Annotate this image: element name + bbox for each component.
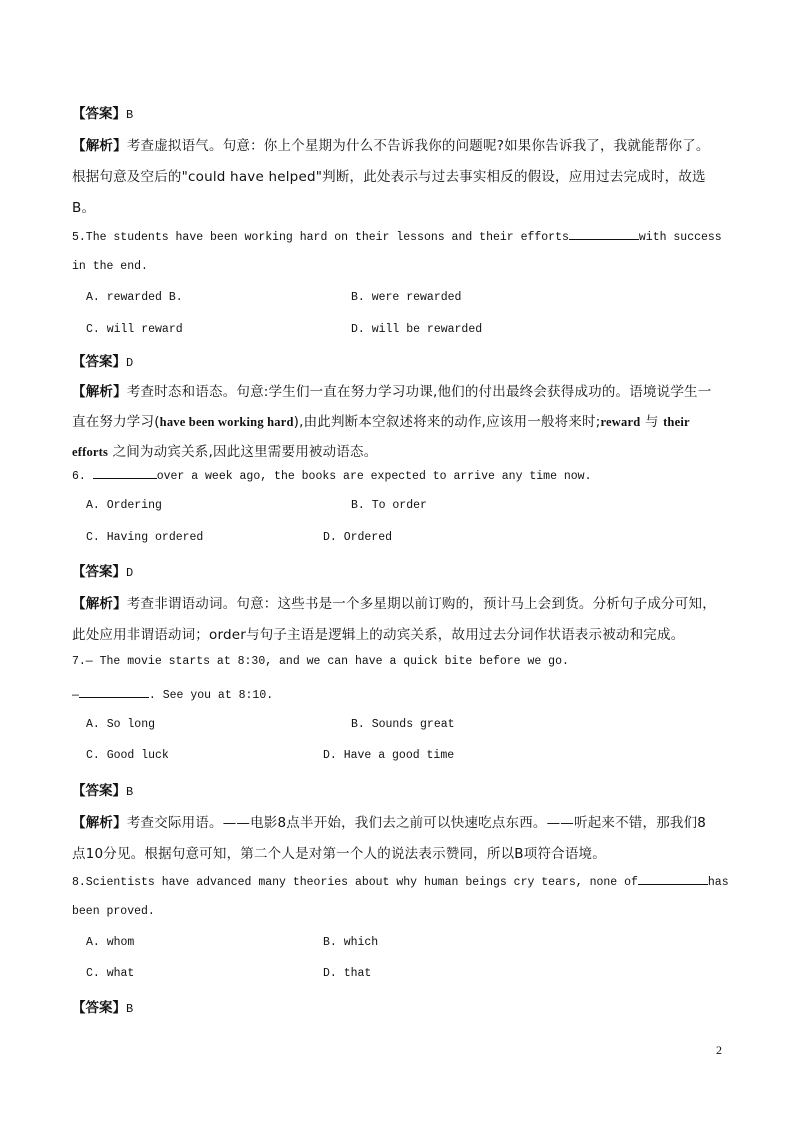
question-7-stem [72,687,273,702]
answer-blank [79,687,149,698]
question-text: with success [638,231,722,244]
explanation-text: 根据句意及空后的"could have helped"判断，此处表示与过去事实相反的假设，应用过去完成时，故选 [72,169,706,185]
question-8-stem [72,874,729,889]
question-5-stem [72,260,148,273]
explanation-text: 考查时态和语态。句意:学生们一直在努力学习功课,他们的付出最终会获得成功的。语境说学生一 [126,384,712,400]
answer-tag: 【答案】 [72,354,126,370]
option-d: D. Ordered [323,531,393,544]
answer-value: D [126,566,134,580]
answer-blank [93,468,157,479]
explanation-text: ),由此判断本空叙述将来的动作,应该用一般将来时; [293,414,601,430]
option-b: B. Sounds great [351,718,455,731]
explanation-line [72,196,95,216]
option-b: B. To order [351,499,427,512]
answer-value: B [126,785,134,799]
explanation-text: B。 [72,200,96,216]
explanation-text: 点10分见。根据句意可知，第二个人是对第一个人的说法表示赞同，所以B项符合语境。 [72,846,606,862]
option-c: C. what [86,967,135,980]
option-a: A. whom [86,936,135,949]
question-text: over a week ago, the books are expected to arrive any time now. [156,470,592,483]
explanation-emphasis: efforts [72,445,109,459]
question-6-stem [72,468,592,483]
question-text: 6. [72,470,93,483]
answer-blank [569,229,639,240]
answer-line [72,350,133,370]
answer-tag: 【答案】 [72,783,126,799]
answer-blank [638,874,708,885]
explanation-tag: 【解析】 [72,384,127,400]
explanation-line [72,380,711,400]
explanation-line [72,842,606,862]
explanation-emphasis: reward [600,415,641,429]
option-d: D. will be rewarded [351,323,483,336]
option-d: D. that [323,967,372,980]
explanation-emphasis: have been working hard [159,415,294,429]
option-c: C. Having ordered [86,531,204,544]
answer-line [72,779,133,799]
question-text: 7.— The movie starts at 8:30, and we can have a quick bite before we go. [72,655,569,668]
answer-line [72,996,133,1016]
explanation-tag: 【解析】 [72,138,127,154]
explanation-line [72,410,690,430]
question-8-stem [72,905,155,918]
explanation-tag: 【解析】 [72,815,127,831]
option-a: A. rewarded B. [86,291,183,304]
option-c: C. will reward [86,323,183,336]
explanation-line [72,592,716,612]
option-a: A. So long [86,718,156,731]
explanation-text: 之间为动宾关系,因此这里需要用被动语态。 [108,444,378,460]
explanation-text: 考查交际用语。——电影8点半开始，我们去之前可以快速吃点东西。——听起来不错，那我们8 [126,815,707,831]
answer-line [72,102,133,122]
answer-tag: 【答案】 [72,106,126,122]
explanation-line [72,623,684,643]
explanation-text: 考查虚拟语气。句意：你上个星期为什么不告诉我你的问题呢?如果你告诉我了，我就能帮你了。 [126,138,710,154]
explanation-text: 与 [640,414,664,430]
option-c: C. Good luck [86,749,169,762]
question-text: in the end. [72,260,148,273]
option-d: D. Have a good time [323,749,455,762]
answer-tag: 【答案】 [72,1000,126,1016]
explanation-line [72,440,377,460]
explanation-line [72,165,706,185]
page-number: 2 [716,1043,722,1057]
explanation-line [72,134,710,154]
option-a: A. Ordering [86,499,162,512]
question-text: — [72,689,79,702]
explanation-emphasis: their [663,415,690,429]
option-b: B. which [323,936,379,949]
option-b: B. were rewarded [351,291,462,304]
question-text: 5.The students have been working hard on their lessons and their efforts [72,231,569,244]
answer-value: D [126,356,134,370]
question-text: has [707,876,729,889]
question-5-stem [72,229,722,244]
answer-tag: 【答案】 [72,564,126,580]
question-text: been proved. [72,905,155,918]
question-text: 8.Scientists have advanced many theories about why human beings cry tears, none of [72,876,638,889]
answer-value: B [126,1002,134,1016]
question-7-stem [72,655,569,668]
explanation-line [72,811,706,831]
question-text: . See you at 8:10. [148,689,274,702]
answer-value: B [126,108,134,122]
explanation-text: 直在努力学习( [72,414,160,430]
explanation-text: 此处应用非谓语动词；order与句子主语是逻辑上的动宾关系，故用过去分词作状语表示被动和完成。 [72,627,685,643]
answer-line [72,560,133,580]
explanation-text: 考查非谓语动词。句意：这些书是一个多星期以前订购的，预计马上会到货。分析句子成分可知， [126,596,716,612]
explanation-tag: 【解析】 [72,596,127,612]
